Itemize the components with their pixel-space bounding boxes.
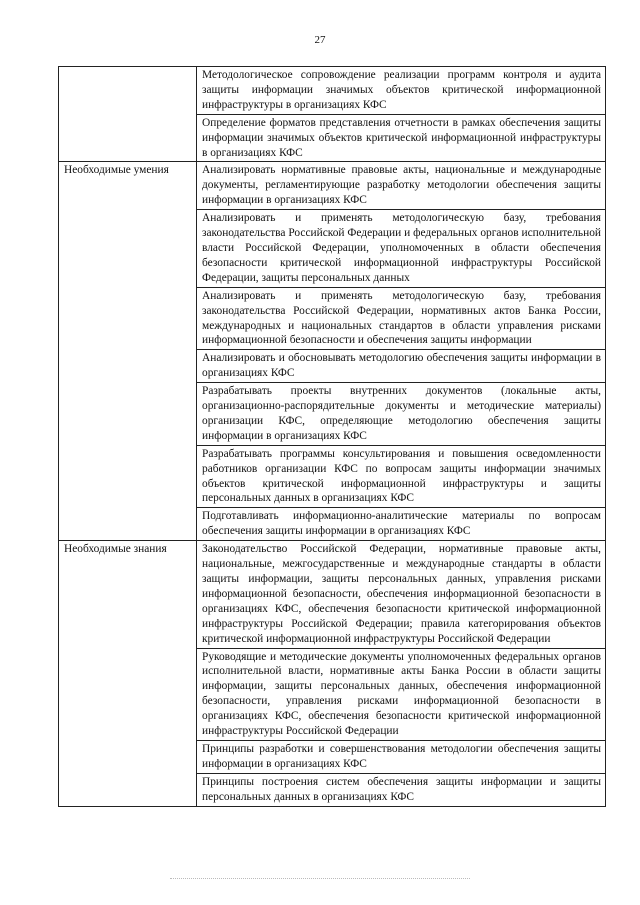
row-label-skills: Необходимые умения — [59, 162, 197, 541]
description-cell: Руководящие и методические документы уполномоченных федеральных органов исполнительной власти, нормативные акты Банка России в области защиты информации, защиты персональных данных, обеспечения информационной безопасности, управления рисками информационной безопасности в организациях КФС, обеспечения безопасности критической информационной инфраструктуры Российской Федерации — [197, 648, 606, 740]
table-row — [59, 162, 606, 210]
description-cell: Анализировать и применять методологическую базу, требования законодательства Российской Федерации и федеральных органов исполнительной власти Российской Федерации, уполномоченных в области обеспечения безопасности критической информационной инфраструктуры Российской Федерации, защиты персональных данных — [197, 210, 606, 288]
table-row — [59, 67, 606, 115]
description-cell: Анализировать и обосновывать методологию обеспечения защиты информации в организациях КФС — [197, 350, 606, 383]
description-cell: Анализировать и применять методологическую базу, требования законодательства Российской Федерации, нормативных актов Банка России, международных и национальных стандартов в области управления рисками информационной безопасности и обеспечения защиты информации — [197, 287, 606, 350]
description-cell: Подготавливать информационно-аналитические материалы по вопросам обеспечения защиты информации в организациях КФС — [197, 508, 606, 541]
competency-table — [58, 66, 606, 807]
description-cell: Разрабатывать программы консультирования и повышения осведомленности работников организации КФС по вопросам защиты информации значимых объектов критической информационной инфраструктуры и защиты персональных данных в организациях КФС — [197, 445, 606, 508]
description-cell: Методологическое сопровождение реализации программ контроля и аудита защиты информации значимых объектов критической информационной инфраструктуры в организациях КФС — [197, 67, 606, 115]
row-label-knowledge: Необходимые знания — [59, 541, 197, 806]
description-cell: Законодательство Российской Федерации, нормативные правовые акты, национальные, межгосударственные и международные стандарты в области защиты информации, защиты персональных данных, управления рисками информационной безопасности, обеспечения информационной безопасности в организациях КФС, обеспечения безопасности критической информационной инфраструктуры Российской Федерации; правила категорирования объектов критической информационной инфраструктуры Российской Федерации — [197, 541, 606, 648]
description-cell: Анализировать нормативные правовые акты, национальные и международные документы, регламентирующие разработку методологии обеспечения защиты информации в организациях КФС — [197, 162, 606, 210]
row-label-cell — [59, 67, 197, 162]
description-cell: Принципы построения систем обеспечения защиты информации и защиты персональных данных в организациях КФС — [197, 773, 606, 806]
page-number: 27 — [314, 34, 326, 46]
description-cell: Определение форматов представления отчетности в рамках обеспечения защиты информации значимых объектов критической информационной инфраструктуры в организациях КФС — [197, 114, 606, 162]
scan-edge-mark — [170, 878, 470, 881]
description-cell: Разрабатывать проекты внутренних документов (локальные акты, организационно-распорядительные документы и методические материалы) организации КФС, определяющие методологию обеспечения защиты информации в организациях КФС — [197, 383, 606, 446]
description-cell: Принципы разработки и совершенствования методологии обеспечения защиты информации в организациях КФС — [197, 740, 606, 773]
table-row — [59, 541, 606, 648]
